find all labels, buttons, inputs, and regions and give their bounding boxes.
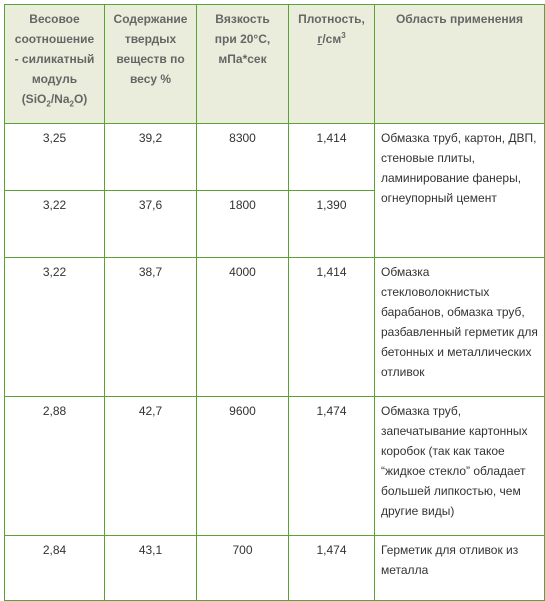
unit-text: /см	[322, 32, 342, 46]
header-silicate-modulus	[5, 5, 105, 124]
formula-part: (SiO	[21, 92, 47, 106]
cell-viscosity: 8300	[197, 124, 289, 191]
cell-solids: 37,6	[105, 191, 197, 258]
cell-viscosity: 9600	[197, 397, 289, 536]
properties-table	[4, 4, 545, 601]
cell-solids: 39,2	[105, 124, 197, 191]
header-application: Область применения	[375, 5, 545, 124]
cell-solids: 42,7	[105, 397, 197, 536]
cell-density: 1,474	[289, 536, 375, 601]
header-text: Вязкость	[215, 12, 270, 26]
cell-ratio: 2,84	[5, 536, 105, 601]
header-density	[289, 5, 375, 124]
cell-viscosity: 700	[197, 536, 289, 601]
header-text: Весовое	[29, 12, 80, 26]
header-viscosity	[197, 5, 289, 124]
cell-ratio: 3,22	[5, 191, 105, 258]
cell-solids: 38,7	[105, 258, 197, 397]
cell-ratio: 3,25	[5, 124, 105, 191]
table-row	[5, 258, 545, 397]
table-row	[5, 536, 545, 601]
unit-text: г	[317, 32, 323, 46]
header-text: при 20°С,	[214, 32, 271, 46]
cell-application: Обмазка труб, запечатывание картонных коробок (так как такое “жидкое стекло” обладает большей липкостью, чем другие виды)	[375, 397, 545, 536]
cell-application: Обмазка труб, картон, ДВП, стеновые плиты, ламинирование фанеры, огнеупорный цемент	[375, 124, 545, 258]
header-text: соотношение	[14, 32, 95, 46]
table-row	[5, 124, 545, 191]
formula-subscript: 2	[69, 99, 74, 109]
cell-viscosity: 1800	[197, 191, 289, 258]
cell-application: Обмазка стекловолокнистых барабанов, обмазка труб, разбавленный герметик для бетонных и металлических отливок	[375, 258, 545, 397]
cell-ratio: 2,88	[5, 397, 105, 536]
unit-superscript: 3	[341, 31, 346, 40]
cell-density: 1,414	[289, 258, 375, 397]
cell-ratio: 3,22	[5, 258, 105, 397]
header-text: Плотность,	[298, 12, 365, 26]
formula-subscript: 2	[46, 99, 51, 109]
table-header-row	[5, 5, 545, 124]
table-row	[5, 397, 545, 536]
cell-density: 1,414	[289, 124, 375, 191]
cell-application: Герметик для отливок из металла	[375, 536, 545, 601]
cell-solids: 43,1	[105, 536, 197, 601]
header-solids-content: Содержание твердых веществ по весу %	[105, 5, 197, 124]
formula-part: /Na	[50, 92, 70, 106]
cell-viscosity: 4000	[197, 258, 289, 397]
header-text: модуль	[31, 72, 78, 86]
header-text: - силикатный	[14, 52, 95, 66]
cell-density: 1,390	[289, 191, 375, 258]
header-text: мПа*сек	[218, 52, 267, 66]
formula-part: O)	[73, 92, 88, 106]
cell-density: 1,474	[289, 397, 375, 536]
